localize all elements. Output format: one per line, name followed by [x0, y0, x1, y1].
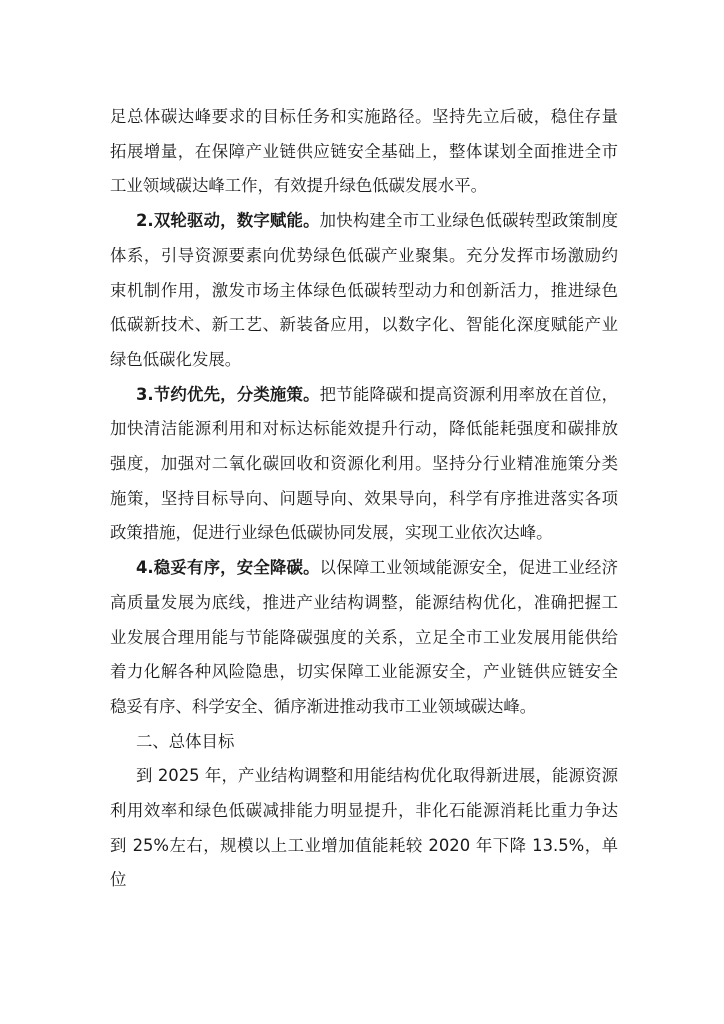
paragraph-3 — [110, 378, 618, 552]
paragraph-4-text: 以保障工业领域能源安全，促进工业经济高质量发展为底线，推进产业结构调整，能源结构优化，准确把握工业发展合理用能与节能降碳强度的关系，立足全市工业发展用能供给着力化解各种风险隐患，切实保障工业能源安全，产业链供应链安全稳妥有序、科学安全、循序渐进推动我市工业领域碳达峰。 — [110, 558, 618, 716]
section-heading: 二、总体目标 — [136, 731, 235, 751]
paragraph-2-text: 加快构建全市工业绿色低碳转型政策制度体系，引导资源要素向优势绿色低碳产业聚集。充分发挥市场激励约束机制作用，激发市场主体绿色低碳转型动力和创新活力，推进绿色低碳新技术、新工艺、新装备应用，以数字化、智能化深度赋能产业绿色低碳化发展。 — [110, 211, 618, 369]
paragraph-1 — [110, 100, 618, 204]
paragraph-5 — [110, 759, 618, 898]
document-page — [110, 100, 618, 898]
paragraph-2 — [110, 204, 618, 378]
paragraph-5-text: 到 2025 年，产业结构调整和用能结构优化取得新进展，能源资源利用效率和绿色低碳减排能力明显提升，非化石能源消耗比重力争达到 25%左右，规模以上工业增加值能耗较 2020 年下降 13.5%，单位 — [110, 766, 618, 890]
paragraph-3-text: 把节能降碳和提高资源利用率放在首位，加快清洁能源利用和对标达标能效提升行动，降低能耗强度和碳排放强度，加强对二氧化碳回收和资源化利用。坚持分行业精准施策分类施策，坚持目标导向、问题导向、效果导向，科学有序推进落实各项政策措施，促进行业绿色低碳协同发展，实现工业依次达峰。 — [110, 384, 618, 543]
paragraph-1-text: 足总体碳达峰要求的目标任务和实施路径。坚持先立后破，稳住存量拓展增量，在保障产业链供应链安全基础上，整体谋划全面推进全市工业领域碳达峰工作，有效提升绿色低碳发展水平。 — [110, 107, 618, 196]
paragraph-3-lead: 3.节约优先，分类施策。 — [136, 384, 320, 404]
paragraph-4 — [110, 551, 618, 725]
paragraph-4-lead: 4.稳妥有序，安全降碳。 — [136, 558, 320, 578]
paragraph-2-lead: 2.双轮驱动，数字赋能。 — [136, 211, 320, 231]
